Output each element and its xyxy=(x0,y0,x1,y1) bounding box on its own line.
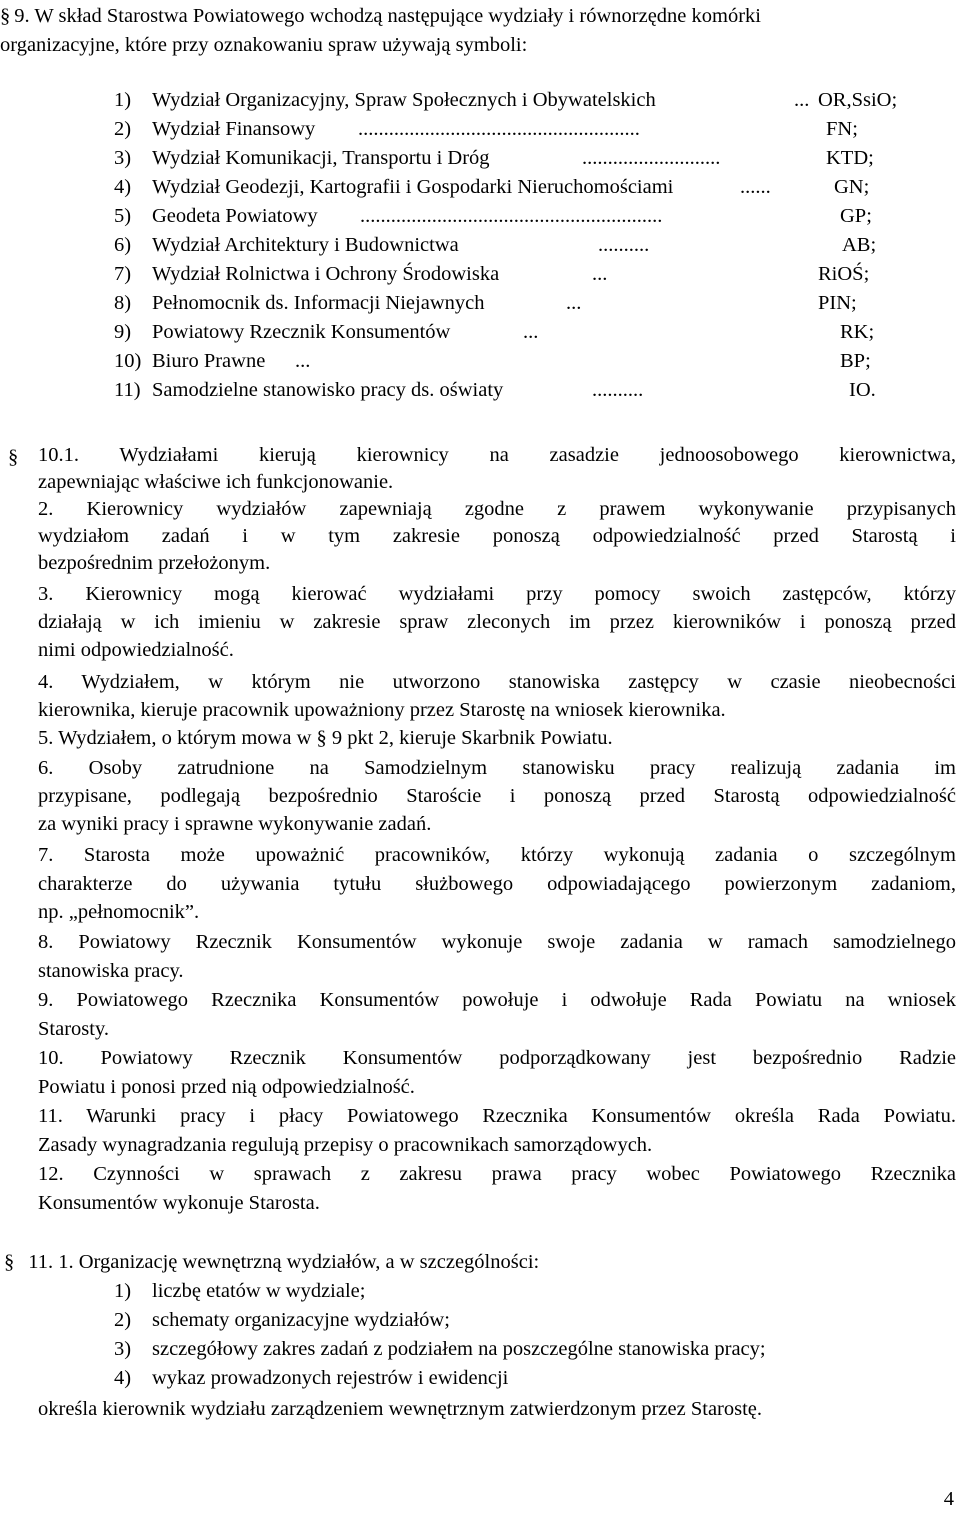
section-10-p7-line1: 7. Starosta może upoważnić pracowników, którzy wykonują zadania o szczególnym xyxy=(38,844,956,866)
section-10-p9-line1: 9. Powiatowego Rzecznika Konsumentów powołuje i odwołuje Rada Powiatu na wniosek xyxy=(38,989,956,1011)
unit-number: 11) xyxy=(114,379,141,401)
section-10-p2-line3: bezpośrednim przełożonym. xyxy=(38,552,271,574)
section-10-p8-line2: stanowiska pracy. xyxy=(38,960,184,982)
section-10-p6-line1: 6. Osoby zatrudnione na Samodzielnym stanowisku pracy realizują zadania im xyxy=(38,757,956,779)
section-10-p3-line1: 3. Kierownicy mogą kierować wydziałami przy pomocy swoich zastępców, którzy xyxy=(38,583,956,605)
section-10-p5: 5. Wydziałem, o którym mowa w § 9 pkt 2, kieruje Skarbnik Powiatu. xyxy=(38,727,613,749)
section-sign: § xyxy=(8,446,19,468)
unit-number: 1) xyxy=(114,89,132,111)
unit-name: Powiatowy Rzecznik Konsumentów xyxy=(152,321,451,343)
section-10-p3-line3: nimi odpowiedzialność. xyxy=(38,639,234,661)
section-10-p9-line2: Starosty. xyxy=(38,1018,109,1040)
unit-name: Wydział Komunikacji, Transportu i Dróg xyxy=(152,147,490,169)
list-item-number: 3) xyxy=(114,1338,132,1360)
unit-number: 4) xyxy=(114,176,132,198)
unit-code: RiOŚ; xyxy=(818,263,870,285)
unit-name: Wydział Architektury i Budownictwa xyxy=(152,234,459,256)
unit-number: 5) xyxy=(114,205,132,227)
section-10-p2-line2: wydziałom zadań i w tym zakresie ponoszą odpowiedzialność przed Starostą i xyxy=(38,525,956,547)
unit-number: 6) xyxy=(114,234,132,256)
section-9-heading xyxy=(0,4,761,28)
unit-leader-dots: ....................................................... xyxy=(358,118,640,140)
section-10-p11-line2: Zasady wynagradzania regulują przepisy o pracownikach samorządowych. xyxy=(38,1134,653,1156)
list-item-number: 4) xyxy=(114,1367,132,1389)
section-10-p12-line1: 12. Czynności w sprawach z zakresu prawa pracy wobec Powiatowego Rzecznika xyxy=(38,1163,956,1185)
section-10-p6-line2: przypisane, podlegają bezpośrednio Staroście i ponoszą przed Starostą odpowiedzialność xyxy=(38,785,956,807)
unit-leader-dots: ........................................................... xyxy=(360,205,663,227)
section-sign: § xyxy=(0,5,11,27)
unit-code: IO. xyxy=(849,379,876,401)
section-10-p1-line2: zapewniając właściwe ich funkcjonowanie. xyxy=(38,471,394,493)
page-number: 4 xyxy=(943,1488,954,1510)
section-9-heading-line1: 9. W skład Starostwa Powiatowego wchodzą następujące wydziały i równorzędne komórki xyxy=(14,5,761,27)
section-11-closing: określa kierownik wydziału zarządzeniem wewnętrznym zatwierdzonym przez Starostę. xyxy=(38,1398,763,1420)
unit-number: 7) xyxy=(114,263,132,285)
section-10-p2-line1: 2. Kierownicy wydziałów zapewniają zgodne z prawem wykonywanie przypisanych xyxy=(38,498,956,520)
section-10-p4-line2: kierownika, kieruje pracownik upoważniony przez Starostę na wniosek kierownika. xyxy=(38,699,726,721)
list-item-text: wykaz prowadzonych rejestrów i ewidencji xyxy=(152,1367,509,1389)
section-10-p1-line1: 10.1. Wydziałami kierują kierownicy na zasadzie jednoosobowego kierownictwa, xyxy=(38,444,956,466)
unit-name: Geodeta Powiatowy xyxy=(152,205,318,227)
unit-code: GP; xyxy=(840,205,872,227)
section-10-p11-line1: 11. Warunki pracy i płacy Powiatowego Rzecznika Konsumentów określa Rada Powiatu. xyxy=(38,1105,956,1127)
section-10-p3-line2: działają w ich imieniu w zakresie spraw zleconych im przez kierowników i ponoszą przed xyxy=(38,611,956,633)
unit-code: OR,SsiO; xyxy=(818,89,898,111)
section-11-heading xyxy=(4,1250,539,1274)
unit-code: KTD; xyxy=(826,147,874,169)
unit-leader-dots: ... xyxy=(592,263,608,285)
unit-leader-dots: ...... xyxy=(740,176,771,198)
unit-leader-dots: .......... xyxy=(592,379,644,401)
unit-name: Samodzielne stanowisko pracy ds. oświaty xyxy=(152,379,504,401)
unit-name: Biuro Prawne xyxy=(152,350,266,372)
unit-code: BP; xyxy=(840,350,871,372)
section-10-p12-line2: Konsumentów wykonuje Starosta. xyxy=(38,1192,320,1214)
unit-leader-dots: ... xyxy=(523,321,539,343)
section-11-heading-text: 11. 1. Organizację wewnętrzną wydziałów, a w szczególności: xyxy=(28,1251,540,1273)
section-9-heading-line2: organizacyjne, które przy oznakowaniu spraw używają symboli: xyxy=(0,34,528,56)
unit-leader-dots: ... xyxy=(566,292,582,314)
unit-name: Wydział Organizacyjny, Spraw Społecznych i Obywatelskich xyxy=(152,89,656,111)
unit-leader-dots: ... xyxy=(794,89,810,111)
section-10-p8-line1: 8. Powiatowy Rzecznik Konsumentów wykonuje swoje zadania w ramach samodzielnego xyxy=(38,931,956,953)
section-sign: § xyxy=(4,1251,15,1273)
unit-code: PIN; xyxy=(818,292,857,314)
unit-leader-dots: ... xyxy=(295,350,311,372)
unit-number: 3) xyxy=(114,147,132,169)
unit-number: 9) xyxy=(114,321,132,343)
section-10-p6-line3: za wyniki pracy i sprawne wykonywanie zadań. xyxy=(38,813,432,835)
unit-number: 8) xyxy=(114,292,132,314)
section-10-p4-line1: 4. Wydziałem, w którym nie utworzono stanowiska zastępcy w czasie nieobecności xyxy=(38,671,956,693)
list-item-text: liczbę etatów w wydziale; xyxy=(152,1280,366,1302)
unit-name: Wydział Geodezji, Kartografii i Gospodarki Nieruchomościami xyxy=(152,176,674,198)
unit-name: Wydział Finansowy xyxy=(152,118,316,140)
section-10-p10-line1: 10. Powiatowy Rzecznik Konsumentów podporządkowany jest bezpośrednio Radzie xyxy=(38,1047,956,1069)
list-item-number: 1) xyxy=(114,1280,132,1302)
list-item-text: szczegółowy zakres zadań z podziałem na poszczególne stanowiska pracy; xyxy=(152,1338,766,1360)
unit-name: Wydział Rolnictwa i Ochrony Środowiska xyxy=(152,263,500,285)
unit-code: GN; xyxy=(834,176,870,198)
unit-number: 2) xyxy=(114,118,132,140)
unit-leader-dots: ........................... xyxy=(582,147,721,169)
unit-code: FN; xyxy=(826,118,858,140)
section-10-p10-line2: Powiatu i ponosi przed nią odpowiedzialność. xyxy=(38,1076,415,1098)
list-item-text: schematy organizacyjne wydziałów; xyxy=(152,1309,450,1331)
unit-code: RK; xyxy=(840,321,875,343)
section-10-p7-line2: charakterze do używania tytułu służbowego odpowiadającego powierzonym zadaniom, xyxy=(38,873,956,895)
unit-code: AB; xyxy=(842,234,877,256)
unit-leader-dots: .......... xyxy=(598,234,650,256)
unit-name: Pełnomocnik ds. Informacji Niejawnych xyxy=(152,292,485,314)
list-item-number: 2) xyxy=(114,1309,132,1331)
unit-number: 10) xyxy=(114,350,142,372)
section-10-p7-line3: np. „pełnomocnik”. xyxy=(38,901,200,923)
